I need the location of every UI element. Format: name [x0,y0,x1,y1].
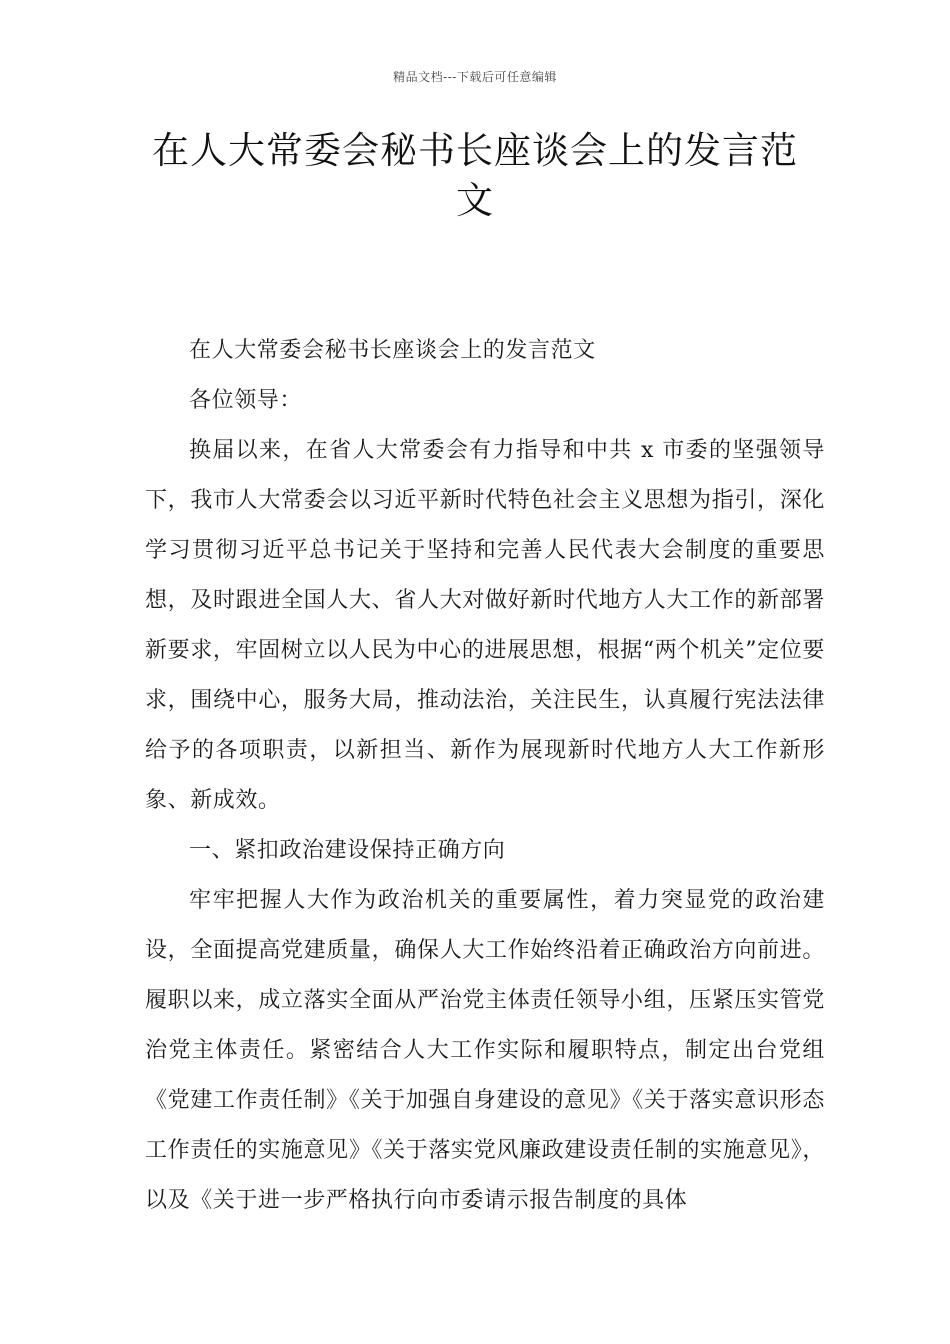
document-body [145,326,825,1226]
header-note: 精品文档---下载后可任意编辑 [393,70,557,84]
body-paragraph: 牢牢把握人大作为政治机关的重要属性，着力突显党的政治建设，全面提高党建质量，确保人大工作始终沿着正确政治方向前进。履职以来，成立落实全面从严治党主体责任领导小组，压紧压实管党治党主体责任。紧密结合人大工作实际和履职特点，制定出台党组《党建工作责任制》《关于加强自身建设的意见》《关于落实意识形态工作责任的实施意见》《关于落实党风廉政建设责任制的实施意见》，以及《关于进一步严格执行向市委请示报告制度的具体 [145,888,825,1213]
body-paragraph: 换届以来，在省人大常委会有力指导和中共 x 市委的坚强领导下，我市人大常委会以习近平新时代特色社会主义思想为指引，深化学习贯彻习近平总书记关于坚持和完善人民代表大会制度的重要思想，及时跟进全国人大、省人大对做好新时代地方人大工作的新部署新要求，牢固树立以人民为中心的进展思想，根据“两个机关”定位要求，围绕中心，服务大局，推动法治，关注民生，认真履行宪法法律给予的各项职责，以新担当、新作为展现新时代地方人大工作新形象、新成效。 [145,438,825,813]
section-heading: 一、紧扣政治建设保持正确方向 [189,838,506,863]
document-title: 在人大常委会秘书长座谈会上的发言范文 [152,129,798,222]
body-paragraph-salutation: 各位领导： [189,388,303,413]
body-paragraph-subtitle: 在人大常委会秘书长座谈会上的发言范文 [189,338,596,363]
